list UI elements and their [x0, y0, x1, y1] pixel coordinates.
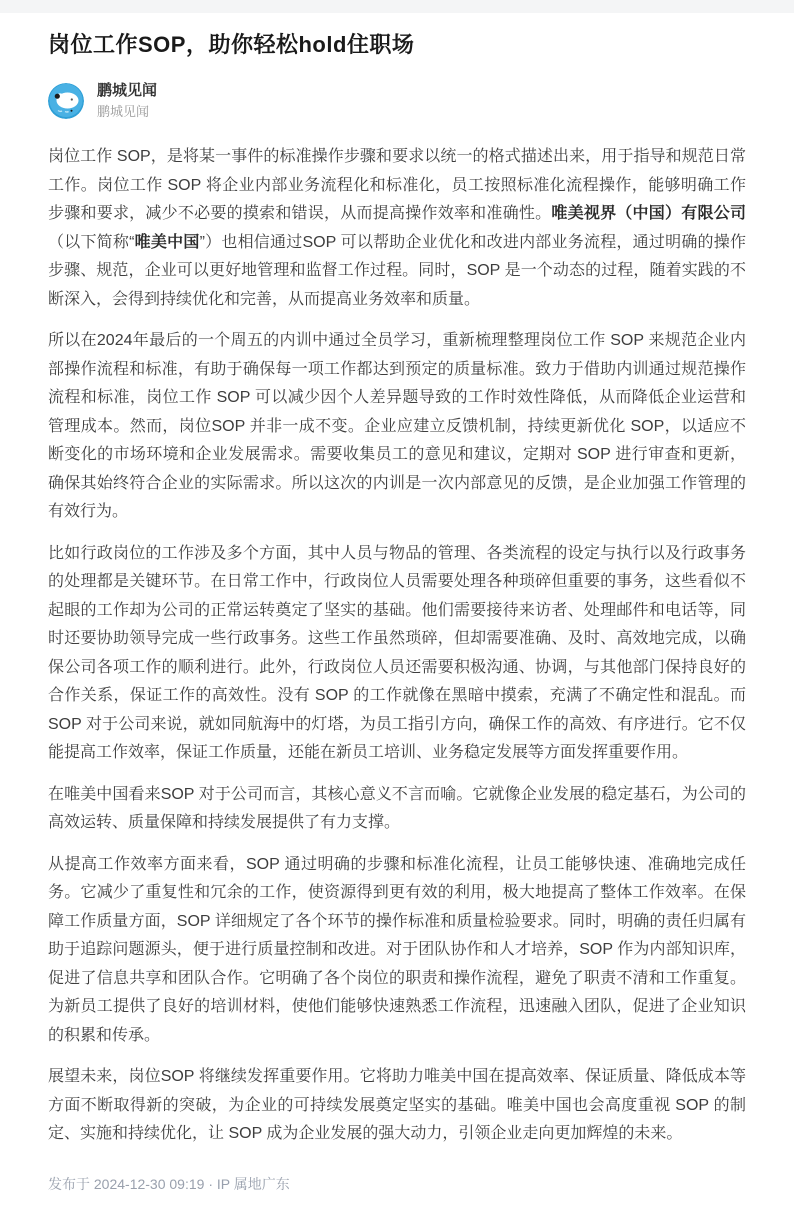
paragraph-segment: 所以在2024年最后的一个周五的内训中通过全员学习，重新梳理整理岗位工作 SOP 来规范企业内部操作流程和标准，有助于确保每一项工作都达到预定的质量标准。致力于借助内训通过规范操作流程和标准，岗位工作 SOP 可以减少因个人差异题导致的工作时效性降低，从而降低企业运营和管理成本。然而，岗位SOP 并非一成不变。企业应建立反馈机制，持续更新优化 SOP，以适应不断变化的市场环境和企业发展需求。需要收集员工的意见和建议，定期对 SOP 进行审查和更新，确保其始终符合企业的实际需求。所以这次的内训是一次内部意见的反馈，是企业加强工作管理的有效行为。 [48, 332, 746, 520]
author-meta [97, 81, 157, 121]
paragraph-segment: （以下简称“ [48, 233, 135, 251]
publish-info: 发布于 2024-12-30 09:19 · IP 属地广东 [48, 1175, 290, 1192]
article-paragraph [48, 1063, 746, 1149]
author-avatar[interactable] [48, 83, 84, 119]
article-page [0, 30, 794, 1214]
paragraph-bold-segment: 唯美中国 [134, 233, 200, 251]
paragraph-segment: 比如行政岗位的工作涉及多个方面，其中人员与物品的管理、各类流程的设定与执行以及行政事务的处理都是关键环节。在日常工作中，行政岗位人员需要处理各种琐碎但重要的事务，这些看似不起眼的工作却为公司的正常运转奠定了坚实的基础。他们需要接待来访者、处理邮件和电话等，同时还要协助领导完成一些行政事务。这些工作虽然琐碎，但却需要准确、及时、高效地完成，以确保公司各项工作的顺利进行。此外，行政岗位人员还需要积极沟通、协调，与其他部门保持良好的合作关系，保证工作的高效性。没有 SOP 的工作就像在黑暗中摸索，充满了不确定性和混乱。而 SOP 对于公司来说，就如同航海中的灯塔，为员工指引方向，确保工作的高效、有序进行。它不仅能提高工作效率，保证工作质量，还能在新员工培训、业务稳定发展等方面发挥重要作用。 [48, 544, 746, 761]
author-row[interactable] [48, 81, 746, 121]
dog-avatar-icon [48, 83, 84, 119]
author-account-name: 鹏城见闻 [97, 104, 150, 119]
article-paragraph [48, 781, 746, 838]
paragraph-segment: 在唯美中国看来SOP 对于公司而言，其核心意义不言而喻。它就像企业发展的稳定基石，为公司的高效运转、质量保障和持续发展提供了有力支撑。 [48, 785, 746, 831]
article-body [48, 143, 746, 1149]
top-strip [0, 0, 794, 13]
article-paragraph [48, 327, 746, 527]
article-paragraph [48, 143, 746, 314]
paragraph-segment: 岗位工作 SOP，是将某一事件的标准操作步骤和要求以统一的格式描述出来，用于指导和规范日常工作。岗位工作 SOP 将企业内部业务流程化和标准化，员工按照标准化流程操作，能够明确工作步骤和要求，减少不必要的摸索和错误，从而提高操作效率和准确性。 [48, 148, 746, 222]
paragraph-segment: 展望未来，岗位SOP 将继续发挥重要作用。它将助力唯美中国在提高效率、保证质量、降低成本等方面不断取得新的突破，为企业的可持续发展奠定坚实的基础。唯美中国也会高度重视 SOP 的制定、实施和持续优化，让 SOP 成为企业发展的强大动力，引领企业走向更加辉煌的未来。 [48, 1068, 746, 1142]
paragraph-segment: 从提高工作效率方面来看，SOP 通过明确的步骤和标准化流程，让员工能够快速、准确地完成任务。它减少了重复性和冗余的工作，使资源得到更有效的利用，极大地提高了整体工作效率。在保障工作质量方面，SOP 详细规定了各个环节的操作标准和质量检验要求。同时，明确的责任归属有助于追踪问题源头，便于进行质量控制和改进。对于团队协作和人才培养，SOP 作为内部知识库，促进了信息共享和团队合作。它明确了各个岗位的职责和操作流程，避免了职责不清和工作重复。为新员工提供了良好的培训材料，使他们能够快速熟悉工作流程，迅速融入团队，促进了企业知识的积累和传承。 [48, 855, 746, 1044]
paragraph-segment: ”）也相信通过SOP 可以帮助企业优化和改进内部业务流程，通过明确的操作步骤、规范，企业可以更好地管理和监督工作过程。同时，SOP 是一个动态的过程，随着实践的不断深入，会得到持续优化和完善，从而提高业务效率和质量。 [48, 233, 746, 308]
article-paragraph [48, 851, 746, 1051]
article-title: 岗位工作SOP，助你轻松hold住职场 [48, 32, 415, 57]
author-name[interactable]: 鹏城见闻 [97, 82, 158, 99]
article-paragraph [48, 540, 746, 768]
paragraph-bold-segment: 唯美视界（中国）有限公司 [551, 205, 746, 222]
